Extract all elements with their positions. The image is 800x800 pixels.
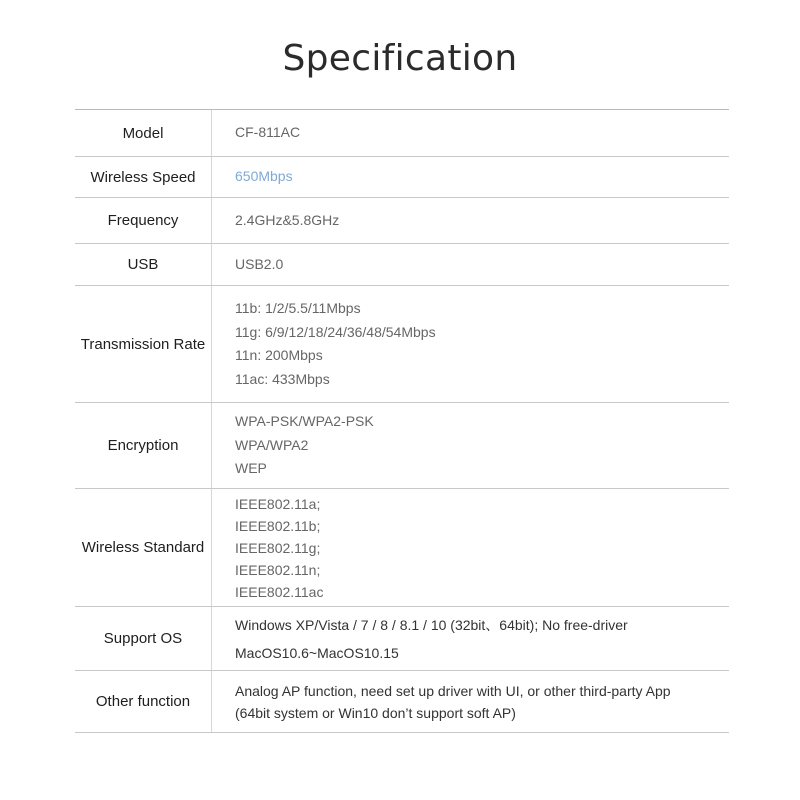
spec-value-line: Analog AP function, need set up driver with UI, or other third-party App bbox=[235, 682, 671, 699]
spec-label: Model bbox=[75, 110, 212, 156]
spec-value-line: WPA-PSK/WPA2-PSK bbox=[235, 413, 374, 430]
spec-table bbox=[75, 109, 729, 733]
spec-row-transmission-rate bbox=[75, 286, 729, 403]
spec-row-encryption bbox=[75, 403, 729, 489]
spec-label: Encryption bbox=[75, 403, 212, 488]
spec-value-line: 650Mbps bbox=[235, 168, 293, 185]
spec-label: USB bbox=[75, 244, 212, 285]
spec-row-wireless-standard bbox=[75, 489, 729, 607]
spec-label: Transmission Rate bbox=[75, 286, 212, 402]
spec-label: Wireless Speed bbox=[75, 157, 212, 197]
spec-value-line: 11g: 6/9/12/18/24/36/48/54Mbps bbox=[235, 323, 436, 340]
spec-value bbox=[212, 286, 729, 402]
spec-value-line: IEEE802.11ac bbox=[235, 583, 324, 600]
spec-value-line: MacOS10.6~MacOS10.15 bbox=[235, 644, 399, 661]
page-title: Specification bbox=[282, 38, 518, 79]
spec-row-support-os bbox=[75, 607, 729, 671]
spec-label: Support OS bbox=[75, 607, 212, 670]
spec-label: Wireless Standard bbox=[75, 489, 212, 606]
spec-value bbox=[212, 671, 729, 732]
spec-value bbox=[212, 403, 729, 488]
spec-value-line: WPA/WPA2 bbox=[235, 436, 309, 453]
spec-value bbox=[212, 198, 729, 243]
spec-value-line: 2.4GHz&5.8GHz bbox=[235, 211, 340, 228]
spec-value bbox=[212, 110, 729, 156]
spec-value-line: IEEE802.11b; bbox=[235, 517, 321, 534]
spec-value-line: 11n: 200Mbps bbox=[235, 347, 323, 363]
spec-value-line: Windows XP/Vista / 7 / 8 / 8.1 / 10 (32bit、64bit); No free-driver bbox=[235, 616, 628, 633]
spec-value-line: WEP bbox=[235, 460, 267, 477]
spec-label: Frequency bbox=[75, 198, 212, 243]
spec-value-line: IEEE802.11g; bbox=[235, 539, 321, 556]
spec-row-frequency bbox=[75, 198, 729, 244]
spec-value-line: IEEE802.11n; bbox=[235, 561, 321, 578]
spec-value-line: IEEE802.11a; bbox=[235, 495, 321, 512]
spec-value bbox=[212, 489, 729, 606]
spec-value-line: USB2.0 bbox=[235, 255, 284, 272]
spec-row-usb bbox=[75, 244, 729, 286]
spec-value-line: (64bit system or Win10 don’t support soft AP) bbox=[235, 704, 516, 721]
spec-value-line: CF-811AC bbox=[235, 124, 301, 141]
spec-value-line: 11ac: 433Mbps bbox=[235, 370, 330, 387]
spec-label: Other function bbox=[75, 671, 212, 732]
spec-row-model bbox=[75, 110, 729, 157]
spec-value bbox=[212, 244, 729, 285]
spec-row-wireless-speed bbox=[75, 157, 729, 198]
spec-value-line: 11b: 1/2/5.5/11Mbps bbox=[235, 300, 361, 316]
spec-row-other-function bbox=[75, 671, 729, 733]
spec-value bbox=[212, 607, 729, 670]
spec-value bbox=[212, 157, 729, 197]
